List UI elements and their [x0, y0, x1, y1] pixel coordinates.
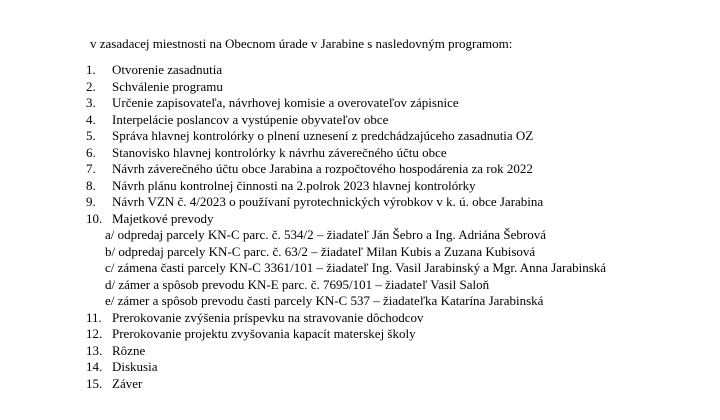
item-text: Schválenie programu [112, 78, 223, 94]
item-number: 10. [86, 210, 103, 226]
agenda-item [86, 342, 606, 359]
item-number: 13. [86, 342, 103, 358]
agenda-item [86, 177, 606, 194]
sub-item: a/ odpredaj parcely KN-C parc. č. 534/2 – žiadateľ Ján Šebro a Ing. Adriána Šebrová [105, 227, 546, 242]
sub-item: b/ odpredaj parcely KN-C parc. č. 63/2 – žiadateľ Milan Kubis a Zuzana Kubisová [105, 243, 536, 259]
agenda-item [86, 160, 606, 177]
item-text: Správa hlavnej kontrolórky o plnení uznesení z predchádzajúceho zasadnutia OZ [112, 128, 534, 143]
agenda-item [86, 61, 606, 78]
item-text: Stanovisko hlavnej kontrolórky k návrhu záverečného účtu obce [112, 144, 447, 160]
agenda-item [86, 111, 606, 128]
item-number: 14. [86, 359, 103, 374]
sub-item: d/ zámer a spôsob prevodu KN-E parc. č. 7695/101 – žiadateľ Vasil Saloň [105, 276, 490, 292]
item-number: 11. [86, 309, 102, 325]
item-text: Majetkové prevody [112, 210, 214, 226]
item-number: 12. [86, 326, 103, 341]
agenda-list [86, 61, 606, 391]
sub-item: e/ zámer a spôsob prevodu časti parcely KN-C 537 – žiadateľka Katarína Jarabinská [105, 293, 544, 308]
agenda-item [86, 127, 606, 144]
item-text: Prerokovanie zvýšenia príspevku na stravovanie dôchodcov [112, 309, 424, 325]
agenda-item [86, 210, 606, 227]
agenda-item [86, 309, 606, 326]
item-text: Záver [112, 375, 143, 391]
agenda-item [86, 94, 606, 111]
agenda-item [86, 358, 606, 375]
item-number: 8. [86, 177, 96, 193]
item-text: Návrh VZN č. 4/2023 o používaní pyrotechnických výrobkov v k. ú. obce Jarabina [112, 194, 544, 209]
agenda-item [86, 144, 606, 161]
agenda-item [86, 78, 606, 95]
intro-text: v zasadacej miestnosti na Obecnom úrade v Jarabine s nasledovným programom: [90, 36, 513, 51]
sub-item: c/ zámena časti parcely KN-C 3361/101 – žiadateľ Ing. Vasil Jarabinský a Mgr. Anna Jarabinská [105, 260, 607, 275]
item-number: 3. [86, 95, 96, 110]
agenda-item [86, 375, 606, 392]
item-text: Určenie zapisovateľa, návrhovej komisie a overovateľov zápisnice [112, 95, 459, 110]
item-number: 2. [86, 78, 96, 94]
item-text: Rôzne [112, 342, 146, 358]
item-number: 5. [86, 128, 96, 143]
item-text: Návrh záverečného účtu obce Jarabina a rozpočtového hospodárenia za rok 2022 [112, 161, 533, 176]
item-text: Návrh plánu kontrolnej činnosti na 2.polrok 2023 hlavnej kontrolórky [112, 177, 476, 193]
item-number: 6. [86, 144, 96, 160]
item-text: Diskusia [112, 359, 158, 374]
item-number: 1. [86, 62, 96, 77]
item-text: Prerokovanie projektu zvyšovania kapacít materskej školy [112, 326, 416, 341]
item-number: 15. [86, 375, 103, 391]
item-number: 9. [86, 194, 96, 209]
item-text: Otvorenie zasadnutia [112, 62, 223, 77]
item-number: 4. [86, 111, 96, 127]
item-number: 7. [86, 161, 96, 176]
agenda-item [86, 193, 606, 210]
agenda-item [86, 325, 606, 342]
item-text: Interpelácie poslancov a vystúpenie obyvateľov obce [112, 111, 389, 127]
